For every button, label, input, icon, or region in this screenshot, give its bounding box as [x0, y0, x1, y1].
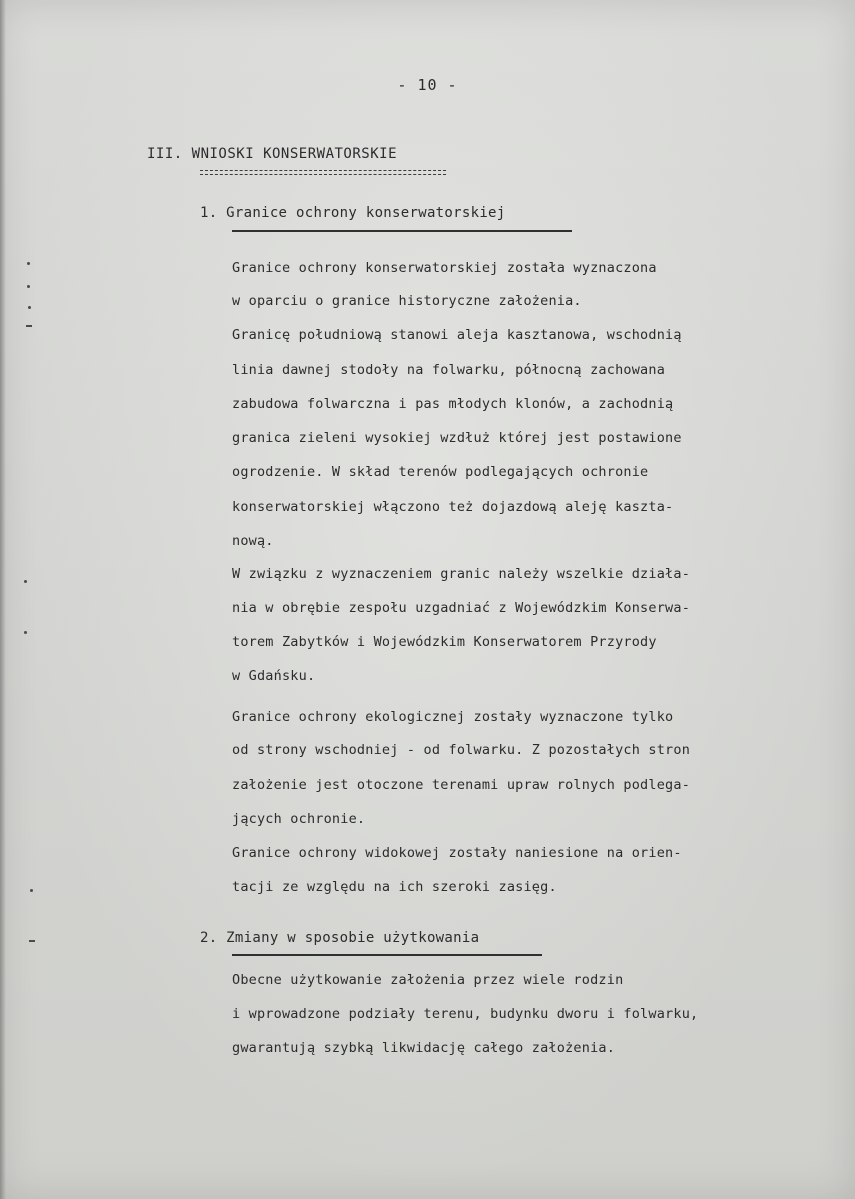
- margin-mark: [26, 325, 32, 327]
- scan-edge-shadow: [0, 0, 6, 1199]
- margin-mark: [30, 889, 33, 892]
- text-line: jących ochronie.: [232, 811, 366, 827]
- text-line: w Gdańsku.: [232, 668, 316, 684]
- margin-mark: [28, 306, 31, 309]
- margin-mark: [27, 262, 30, 265]
- margin-mark: [24, 631, 27, 634]
- text-line: linia dawnej stodoły na folwarku, północną zachowana: [232, 362, 666, 378]
- section-1-heading-underline: [232, 230, 572, 232]
- text-line: w oparciu o granice historyczne założenia.: [232, 293, 582, 309]
- text-line: nową.: [232, 533, 274, 549]
- section-title: III. WNIOSKI KONSERWATORSKIE: [147, 146, 398, 162]
- text-line: gwarantują szybką likwidację całego założenia.: [232, 1040, 616, 1056]
- text-line: od strony wschodniej - od folwarku. Z pozostałych stron: [232, 742, 691, 758]
- text-line: zabudowa folwarczna i pas młodych klonów, a zachodnią: [232, 396, 674, 412]
- margin-mark: [27, 285, 30, 288]
- text-line: ogrodzenie. W skład terenów podlegających ochronie: [232, 464, 649, 480]
- section-2-heading-underline: [232, 954, 542, 956]
- text-line: i wprowadzone podziały terenu, budynku dworu i folwarku,: [232, 1006, 699, 1022]
- section-1-heading: 1. Granice ochrony konserwatorskiej: [200, 205, 506, 221]
- text-line: W związku z wyznaczeniem granic należy wszelkie działa-: [232, 566, 691, 582]
- section-2-heading: 2. Zmiany w sposobie użytkowania: [200, 930, 480, 946]
- section-title-underline: [200, 170, 446, 175]
- text-line: Granice ochrony ekologicznej zostały wyznaczone tylko: [232, 709, 674, 725]
- text-line: Obecne użytkowanie założenia przez wiele rodzin: [232, 972, 624, 988]
- text-line: nia w obrębie zespołu uzgadniać z Wojewódzkim Konserwa-: [232, 600, 691, 616]
- text-line: torem Zabytków i Wojewódzkim Konserwatorem Przyrody: [232, 634, 657, 650]
- page-number: - 10 -: [397, 76, 458, 94]
- text-line: Granice ochrony konserwatorskiej została wyznaczona: [232, 260, 657, 276]
- text-line: konserwatorskiej włączono też dojazdową aleję kaszta-: [232, 499, 674, 515]
- margin-mark: [29, 940, 35, 942]
- text-line: tacji ze względu na ich szeroki zasięg.: [232, 879, 557, 895]
- text-line: Granice ochrony widokowej zostały naniesione na orien-: [232, 845, 682, 861]
- text-line: założenie jest otoczone terenami upraw rolnych podlega-: [232, 777, 691, 793]
- margin-mark: [24, 580, 27, 583]
- text-line: Granicę południową stanowi aleja kasztanowa, wschodnią: [232, 327, 682, 343]
- text-line: granica zieleni wysokiej wzdłuż której jest postawione: [232, 430, 682, 446]
